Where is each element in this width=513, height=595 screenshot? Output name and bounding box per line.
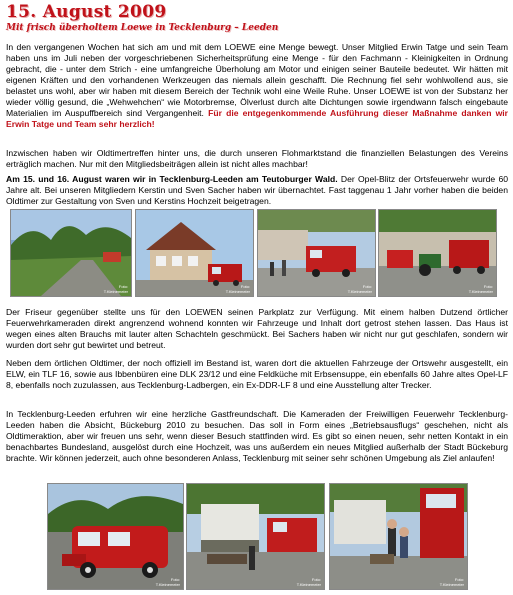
- visit-date-lead: Am 15. und 16. August waren wir in Tecklenburg-Leeden am Teutoburger Wald.: [6, 174, 338, 184]
- paragraph-hospitality: In Tecklenburg-Leeden erfuhren wir eine herzliche Gastfreundschaft. Die Kameraden der Freiwilligen Feuerwehr Tecklenburg-Leeden haben die Absicht, Bückeburg 2010 zu besuchen. Das soll in Form eines „Betriebsausflugs“ geschehen, nicht als Oldtimeraktion, aber wir freuen uns sehr, wenn dieser Besuch stattfinden wird. Es gibt so einen neuen, sehr netten Kontakt in ein benachbartes Bundesland, ausgelöst durch eine Hochzeit, was uns außerdem ein neues Mitglied außerhalb der Stadt Bückeburg brachte. Wir können jederzeit, auch ohne besonderen Anlass, Tecklenburg mit seiner sehr schönen Umgebung als Ziel anlaufen!: [6, 409, 508, 463]
- photo-village-street: [10, 209, 132, 297]
- photo-fire-trucks-display: [257, 209, 376, 297]
- photo-tractor-exhibition: [378, 209, 497, 297]
- photo-caption: Foto: T.Kleinemeier: [296, 577, 321, 587]
- article-date: 15. August 2009: [6, 2, 167, 22]
- photo-caption: Foto: T.Kleinemeier: [155, 577, 180, 587]
- photo-visitors-trucks: [329, 483, 468, 590]
- photo-opel-blitz: [47, 483, 184, 590]
- article-subtitle: Mit frisch überholtem Loewe in Tecklenburg – Leeden: [6, 23, 279, 33]
- photo-caption: Foto: T.Kleinemeier: [347, 284, 372, 294]
- visit-details: Der Opel-Blitz der Ortsfeuerwehr wurde 60 Jahre alt. Bei unseren Mitgliedern Kerstin und Sven Sacher haben wir übernachtet. Fast taggenau 1 Jahr vorher haben die beiden Oldtimer zur Gestaltung von Sven und Kerstins Hochzeit beigetragen.: [6, 174, 508, 206]
- paragraph-vehicles: Neben dem örtlichen Oldtimer, der noch offiziell im Bestand ist, waren dort die aktuellen Fahrzeuge der Ortswehr ausgestellt, ein ELW, ein TLF 16, sowie aus Ibbenbüren eine DLK 23/12 und eine Feldküche mit Erbsensuppe, ein ebenfalls 60 Jahre altes Opel-LF 8, ebenfalls noch zuzulassen, aus Tecklenburg-Ladbergen, ein Ex-DDR-LF 8 und eine Ausstellung alter Trecker.: [6, 358, 508, 390]
- photo-caption: Foto: T.Kleinemeier: [103, 284, 128, 294]
- photo-hairdresser-house: [135, 209, 254, 297]
- photo-caption: Foto: T.Kleinemeier: [468, 284, 493, 294]
- photo-caption: Foto: T.Kleinemeier: [225, 284, 250, 294]
- paragraph-finances: Inzwischen haben wir Oldtimertreffen hinter uns, die durch unseren Flohmarktstand die finanziellen Belastungen des Vereins erträglich machen. Nur mit den Mitgliedsbeiträgen allein ist nicht alles machbar!: [6, 148, 508, 169]
- paragraph-overhaul-text: In den vergangenen Wochen hat sich am und mit dem LOEWE eine Menge bewegt. Unser Mitglied Erwin Tatge und sein Team haben uns im Juli neben der vorgeschriebenen Sicherheitsprüfung eine Menge - für den Fachmann - Kleinigkeiten in Ordnung gebracht, die - unter dem Strich - eine umfangreiche Überholung am Motor und einigen seiner Bauteile bedeutet. Wir hätten mit eigenen Kräften und den vorhandenen Werkzeugen das niemals allein geschafft. Die Rechnung fiel sehr wohlwollend aus, sie belastet uns wohl, aber wir haben mit diesem Bereich der Technik wohl eine Weile Ruhe. Unser LOEWE ist von der Substanz her wieder völlig gesund, die „Wehwehchen“ wie Motorbremse, Ölverlust durch alte Dichtungen sowie irgendwann falsch eingebaute Materialien im Auspuffbereich sind Vergangenheit.: [6, 42, 508, 118]
- photo-caption: Foto: T.Kleinemeier: [439, 577, 464, 587]
- paragraph-visit: [6, 174, 508, 207]
- paragraph-overhaul: [6, 42, 508, 130]
- paragraph-parking: Der Friseur gegenüber stellte uns für den LOEWEN seinen Parkplatz zur Verfügung. Mit einem halben Dutzend örtlicher Feuerwehrkameraden direkt angrenzend wohnend konnten wir Fahrzeuge und Inhalt dort getrost stehen lassen. Das Haus ist wegen eines alten Brauchs mit lauter alten Schachteln geschmückt. Bei Sachers haben wir nicht nur gut geschlafen, sondern wir wurden dort sehr gut bewirtet und betreut.: [6, 307, 508, 350]
- thanks-line: Für die entgegenkommende Ausführung dieser Maßnahme danken wir Erwin Tatge und Team sehr herzlich!: [6, 108, 509, 129]
- article-header: [6, 3, 506, 39]
- photo-field-kitchen: [186, 483, 325, 590]
